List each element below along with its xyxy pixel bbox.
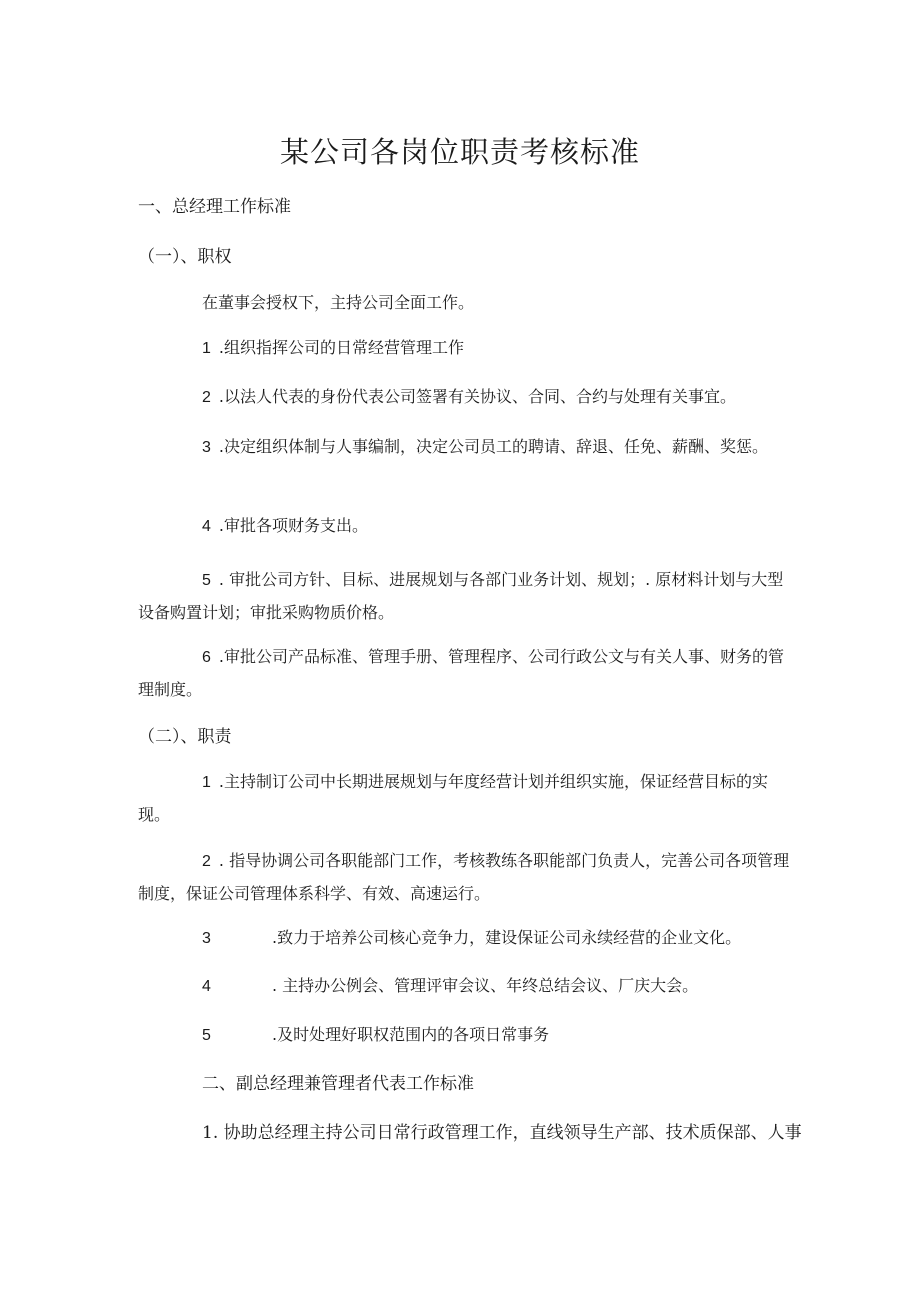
authority-item-2 bbox=[138, 381, 798, 414]
item-text: . 主持办公例会、管理评审会议、年终总结会议、厂庆大会。 bbox=[272, 976, 699, 995]
duty-item-5 bbox=[202, 1022, 549, 1045]
item-text: .组织指挥公司的日常经营管理工作 bbox=[218, 338, 464, 357]
item-text: .审批公司产品标准、管理手册、管理程序、公司行政公文与有关人事、财务的管理制度。 bbox=[138, 647, 784, 699]
page-title: 某公司各岗位职责考核标准 bbox=[279, 135, 640, 169]
item-text: .主持制订公司中长期进展规划与年度经营计划并组织实施，保证经营目标的实现。 bbox=[138, 772, 768, 824]
item-text: .致力于培养公司核心竞争力，建设保证公司永续经营的企业文化。 bbox=[272, 928, 742, 947]
authority-item-5 bbox=[138, 564, 798, 629]
authority-item-6 bbox=[138, 641, 798, 706]
authority-item-3 bbox=[138, 431, 798, 464]
duty-item-4 bbox=[202, 973, 698, 996]
item-number: 3 bbox=[202, 930, 211, 947]
subsection-2-heading: （二）、职责 bbox=[138, 727, 232, 747]
duty-item-3 bbox=[202, 925, 741, 948]
item-number: 1 bbox=[202, 340, 211, 357]
item-number: 2 bbox=[202, 389, 211, 406]
item-number: 6 bbox=[202, 649, 211, 666]
authority-item-4 bbox=[138, 510, 798, 543]
item-text: .审批各项财务支出。 bbox=[218, 516, 368, 535]
duty-item-1 bbox=[138, 766, 798, 831]
section-2-item-1: 1. 协助总经理主持公司日常行政管理工作，直线领导生产部、技术质保部、人事 bbox=[202, 1123, 802, 1143]
subsection-1-heading: （一）、职权 bbox=[138, 247, 232, 267]
item-number: 5 bbox=[202, 572, 211, 589]
item-number: 4 bbox=[202, 978, 211, 995]
item-number: 5 bbox=[202, 1027, 211, 1044]
item-number: 4 bbox=[202, 518, 211, 535]
intro-paragraph: 在董事会授权下，主持公司全面工作。 bbox=[202, 293, 475, 312]
item-number: 1 bbox=[202, 774, 211, 791]
item-number: 2 bbox=[202, 853, 211, 870]
item-number: 3 bbox=[202, 439, 211, 456]
item-text: .及时处理好职权范围内的各项日常事务 bbox=[272, 1025, 550, 1044]
item-text: .决定组织体制与人事编制，决定公司员工的聘请、辞退、任免、薪酬、奖惩。 bbox=[218, 437, 768, 456]
authority-item-1 bbox=[138, 332, 798, 365]
section-1-heading: 一、总经理工作标准 bbox=[138, 197, 291, 217]
section-2-heading: 二、副总经理兼管理者代表工作标准 bbox=[202, 1074, 474, 1094]
item-text: .以法人代表的身份代表公司签署有关协议、合同、合约与处理有关事宜。 bbox=[218, 387, 736, 406]
item-text: . 指导协调公司各职能部门工作，考核教练各职能部门负责人，完善公司各项管理制度，保证公司管理体系科学、有效、高速运行。 bbox=[138, 851, 790, 903]
item-text: . 审批公司方针、目标、进展规划与各部门业务计划、规划；. 原材料计划与大型设备购置计划；审批采购物质价格。 bbox=[138, 570, 784, 622]
duty-item-2 bbox=[138, 845, 798, 910]
